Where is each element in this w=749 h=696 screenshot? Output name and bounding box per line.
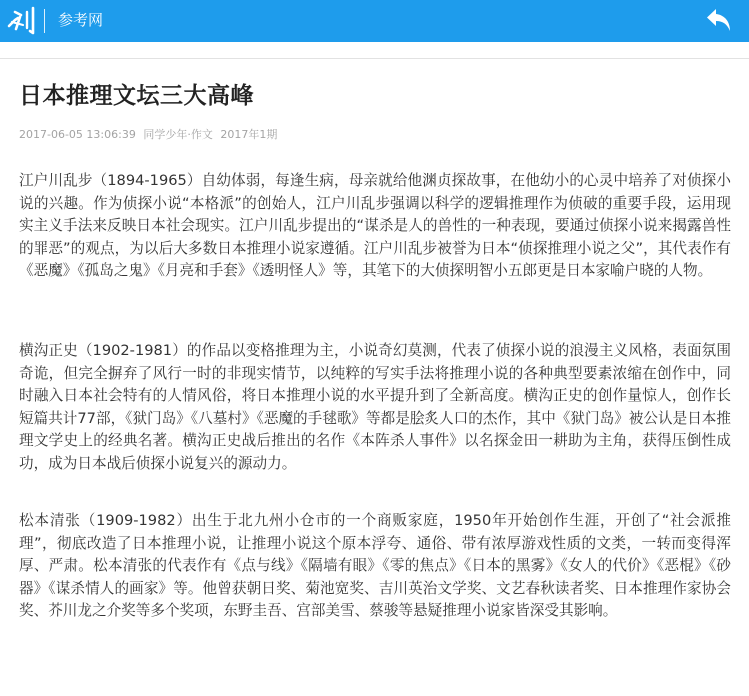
- logo-icon[interactable]: [6, 4, 40, 38]
- article-title: 日本推理文坛三大高峰: [19, 83, 254, 109]
- article-issue[interactable]: 2017年1期: [220, 128, 278, 141]
- header-separator: [0, 58, 749, 59]
- site-name[interactable]: 参考网: [58, 11, 104, 29]
- article-paragraph-3: 松本清张（1909-1982）出生于北九州小仓市的一个商贩家庭，1950年开始创作生涯，开创了“社会派推理”，彻底改造了日本推理小说，让推理小说这个原本浮夸、通俗、带有浓厚游戏性质的文类，一转而变得浑厚、严肃。松本清张的代表作有《点与线》《隔墙有眼》《零的焦点》《日本的黑雾》《女人的代价》《恶棍》《砂器》《谋杀情人的画家》等。他曾获朝日奖、菊池宽奖、吉川英治文学奖、文艺春秋读者奖、日本推理作家协会奖、芥川龙之介奖等多个奖项，东野圭吾、宫部美雪、蔡骏等悬疑推理小说家皆深受其影响。: [19, 512, 731, 619]
- article-meta: [19, 127, 277, 143]
- back-button[interactable]: [702, 4, 736, 38]
- back-arrow-icon: [702, 4, 736, 38]
- article-datetime: 2017-06-05 13:06:39: [19, 128, 136, 141]
- top-bar: [0, 0, 749, 42]
- article-source[interactable]: 同学少年·作文: [143, 128, 213, 141]
- article-paragraph-2: 横沟正史（1902-1981）的作品以变格推理为主，小说奇幻莫测，代表了侦探小说的浪漫主义风格，表面氛围奇诡，但完全摒弃了风行一时的非现实情节，以纯粹的写实手法将推理小说的各种典型要素浓缩在创作中，同时融入日本社会特有的人情风俗，将日本推理小说的水平提升到了全新高度。横沟正史的创作量惊人，创作长短篇共计77部，《狱门岛》《八墓村》《恶魔的手毬歌》等都是脍炙人口的杰作，其中《狱门岛》被公认是日本推理文学史上的经典名著。横沟正史战后推出的名作《本阵杀人事件》以名探金田一耕助为主角，获得压倒性成功，成为日本战后侦探小说复兴的源动力。: [19, 342, 731, 472]
- article-paragraph-1: 江户川乱步（1894-1965）自幼体弱，每逢生病，母亲就给他渊贞探故事，在他幼小的心灵中培养了对侦探小说的兴趣。作为侦探小说“本格派”的创始人，江户川乱步强调以科学的逻辑推理作为侦破的重要手段，运用现实主义手法来反映日本社会现实。江户川乱步提出的“谋杀是人的兽性的一种表现，要通过侦探小说来揭露兽性的罪恶”的观点，为以后大多数日本推理小说家遵循。江户川乱步被誉为日本“侦探推理小说之父”，其代表作有《恶魔》《孤岛之鬼》《月亮和手套》《透明怪人》等，其笔下的大侦探明智小五郎更是日本家喻户晓的人物。: [19, 172, 731, 279]
- logo-divider: [44, 9, 45, 33]
